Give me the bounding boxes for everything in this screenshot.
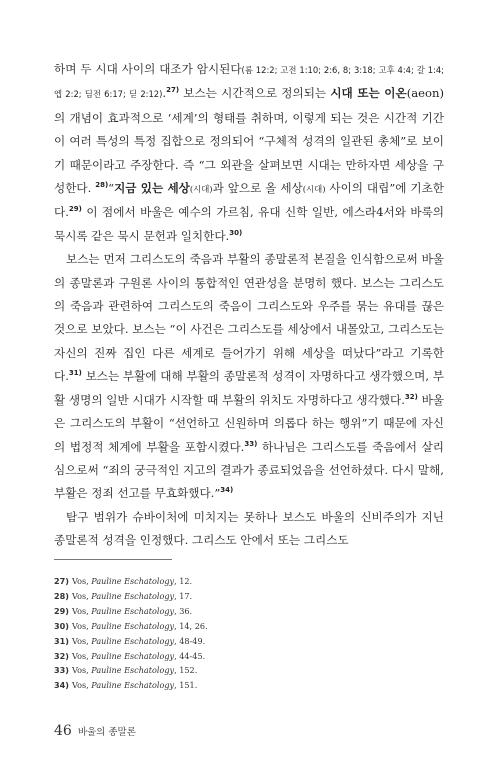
footnote-marker[interactable]: 33) (244, 439, 258, 448)
footnote-marker[interactable]: 29) (68, 205, 82, 214)
footnote-pages: , 12. (174, 576, 193, 586)
page-number: 46 (54, 723, 72, 739)
paragraph-1: 하며 두 시대 사이의 대조가 암시된다(롬 12:2; 고전 1:10; 2:6, 8; 3:18; 고후 4:4; 갈 1:4; 엡 2:2; 딤전 6:17; 딛 2:12).$^{27)}$ 보스는 시간적으로 정의되는 시대 또는 이온(aeon)의 개념이 효과적으로 ‘세계’의 형태를 취하며, 이렇게 되는 것은 시간적 기간이 여러 특성의 특정 집합으로 정의되어 “구체적 성격의 일관된 총체”로 보이기 때문이라고 주장한다. 즉 “그 외관을 살펴보면 시대는 만하자면 세상을 구성한다. $^{28)}$“지금 있는 세상(시대)과 앞으로 올 세상(시대) 사이의 대립”에 기초한다.$^{29)}$ 이 점에서 바울은 예수의 가르침, 유대 신학 일반, 에스라4서와 바룩의 묵시록 같은 묵시 문헌과 일치한다.$^{30)}$ (54, 62, 444, 243)
annotation-text: (시대) (302, 184, 326, 195)
paragraph-3 (54, 506, 444, 553)
footnote-marker[interactable]: 28) (95, 181, 109, 190)
footnote-marker[interactable]: 31) (68, 369, 82, 378)
text-run: 보스는 부활에 대해 부활의 종말론적 성격이 자명하다고 생각했으며, 부활 생명의 일반 시대가 시작할 때 부활의 위치도 자명하다고 생각했다. (54, 369, 444, 407)
footnote-number: 32) (54, 650, 69, 661)
footnote-marker[interactable]: 27) (166, 86, 180, 95)
footnote-item (54, 663, 444, 678)
body-text (54, 58, 444, 553)
paragraph-2 (54, 248, 444, 505)
footnote-item (54, 649, 444, 664)
footnote-title: Pauline Eschatology (91, 665, 175, 676)
footnote-item (54, 589, 444, 604)
footnote-pages: , 14, 26. (174, 620, 208, 631)
footnote-number: 28) (54, 590, 69, 601)
running-title: 바울의 종말론 (77, 727, 136, 738)
footnote-item (54, 619, 444, 634)
footnote-author: Vos, (71, 680, 92, 691)
emphasis-text: 지금 있는 세상 (114, 181, 190, 196)
text-run: . (162, 86, 167, 101)
footnote-item (54, 678, 444, 693)
footnote-pages: , 48-49. (174, 635, 206, 646)
footnote-number: 27) (54, 576, 69, 586)
text-run: 하며 두 시대 사이의 대조가 암시된다 (54, 62, 242, 76)
emphasis-text: 시대 또는 이온 (330, 86, 407, 101)
scripture-references: (롬 12:2; 고전 1:10; 2:6, 8; 3:18; 고후 4:4; 갈 1:4; 엡 2:2; 딤전 6:17; 딛 2:12) (54, 65, 444, 100)
footnote-title: Pauline Eschatology (91, 650, 175, 661)
annotation-text: (시대) (189, 184, 213, 195)
page-footer (54, 723, 136, 739)
text-run: 보스는 시간적으로 정의되는 (179, 86, 331, 101)
footnote-title: Pauline Eschatology (91, 590, 175, 601)
text-run: 이 점에서 바울은 예수의 가르침, 유대 신학 일반, 에스라4서와 바룩의 묵시록 같은 묵시 문헌과 일치한다. (54, 205, 444, 243)
footnote-divider (54, 559, 172, 560)
footnote-author: Vos, (71, 605, 92, 616)
footnote-author: Vos, (71, 635, 92, 646)
footnote-item (54, 574, 444, 589)
footnote-title: Pauline Eschatology (91, 680, 175, 691)
footnote-marker[interactable]: 30) (229, 228, 243, 237)
footnote-author: Vos, (71, 620, 92, 631)
footnote-pages: , 44-45. (174, 650, 206, 661)
footnote-number: 30) (54, 620, 69, 631)
footnote-title: Pauline Eschatology (91, 620, 175, 631)
footnote-number: 34) (54, 680, 69, 691)
text-run: 보스는 먼저 그리스도의 죽음과 부활의 종말론적 본질을 인식함으로써 바울의 종말론과 구원론 사이의 통합적인 연관성을 분명히 했다. 보스는 그리스도의 죽음과 관련하여 그리스도의 죽음이 그리스도와 우주를 묶는 유대를 끊은 것으로 보았다. 보스는 “이 사건은 그리스도를 세상에서 내몰았고, 그리스도는 자신의 진짜 집인 다른 세계로 들어가기 위해 세상을 떠났다”라고 기록한다. (54, 252, 444, 384)
footnote-marker[interactable]: 32) (404, 392, 418, 401)
text-run: 과 앞으로 올 세상 (212, 181, 303, 196)
footnote-author: Vos, (71, 650, 92, 661)
footnote-item (54, 604, 444, 619)
text-run: (aeon)의 개념이 효과적으로 ‘세계’의 형태를 취하며, 이렇게 되는 것은 시간적 기간이 여러 특성의 특정 집합으로 정의되어 “구체적 성격의 일관된 총체”로 보이기 때문이라고 주장한다. 즉 “그 외관을 살펴보면 시대는 만하자면 세상을 구성한다. (54, 86, 444, 196)
footnote-number: 29) (54, 605, 69, 616)
footnote-marker[interactable]: 34) (220, 486, 234, 495)
footnote-number: 33) (54, 665, 69, 676)
footnote-title: Pauline Eschatology (91, 576, 175, 586)
footnote-pages: , 151. (174, 680, 198, 691)
footnote-title: Pauline Eschatology (91, 605, 175, 616)
footnote-pages: , 152. (174, 665, 198, 676)
footnote-item (54, 634, 444, 649)
footnotes-list (54, 574, 444, 693)
footnote-author: Vos, (71, 665, 92, 676)
footnote-number: 31) (54, 635, 69, 646)
footnote-author: Vos, (71, 576, 92, 586)
footnote-title: Pauline Eschatology (91, 635, 175, 646)
text-run: ”에 기초한다. (54, 181, 444, 220)
text-run: 탐구 범위가 슈바이처에 미치지는 못하나 보스도 바울의 신비주의가 지닌 종말론적 성격을 인정했다. 그리스도 안에서 또는 그리스도 (54, 509, 444, 548)
text-run: 하나님은 그리스도를 죽음에서 살리심으로써 “죄의 궁극적인 지고의 결과가 종료되었음을 선언하셨다. 다시 말해, 부활은 정죄 선고를 무효화했다.” (54, 439, 444, 501)
footnote-author: Vos, (71, 590, 92, 601)
footnote-pages: , 17. (174, 590, 193, 601)
text-run: 바울은 그리스도의 부활이 “선언하고 신원하며 의롭다 하는 행위”기 때문에 자신의 법정적 체계에 부활을 포함시켰다. (54, 392, 444, 454)
text-run: 사이의 대립 (325, 181, 390, 196)
footnote-pages: , 36. (174, 605, 193, 616)
